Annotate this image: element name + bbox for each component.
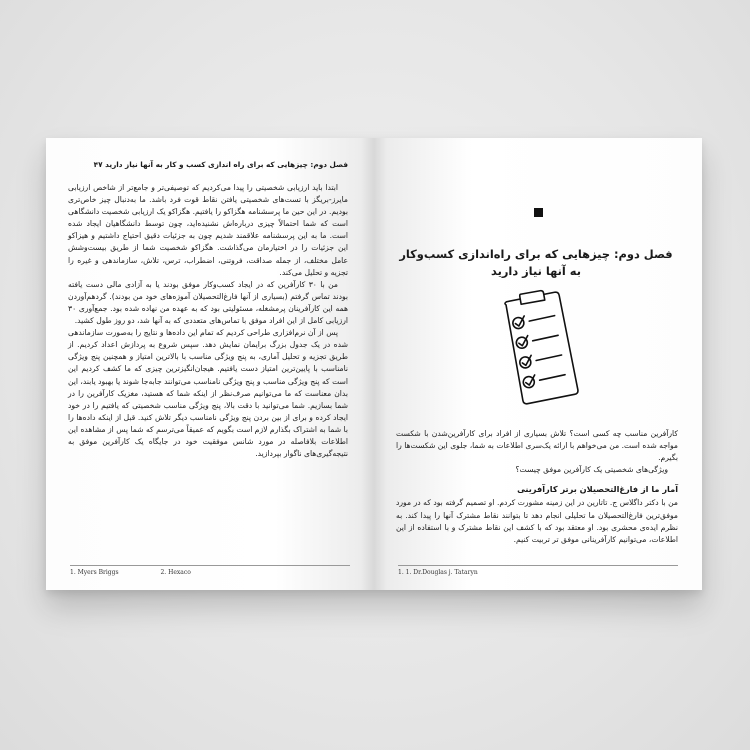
chapter-title-line: فصل دوم: چیزهایی که برای راه‌اندازی کسب‌وکار	[399, 247, 673, 261]
chapter-marker-square	[534, 208, 543, 217]
left-footnotes	[70, 565, 350, 576]
body-paragraph: من با ۳۰ کارآفرین که در ایجاد کسب‌وکار موفق بودند یا به آزادی مالی دست یافته بودند تماس گرفتم (بسیاری از آنها فارغ‌التحصیلان آموزه‌های خود من بودند). گردهم‌آوردن همه این کارآفرینان پرمشغله، مسئولیتی بود که به عهده من نهاده شده بود. جمع‌آوری ۳۰ ارزیابی کامل از این افراد موفق با تماس‌های متعددی که به آنها شد، دو روز طول کشید.	[68, 279, 348, 326]
question-line: ویژگی‌های شخصیتی یک کارآفرین موفق چیست؟	[515, 465, 668, 475]
left-page-body	[68, 182, 348, 460]
body-paragraph: ابتدا باید ارزیابی شخصیتی را پیدا می‌کردیم که توصیفی‌تر و جامع‌تر از شاخص ارزیابی مایرز-بریگز با تست‌های شخصیتی یافتن نقاط قوت فرد باشد. ما به‌دنبال چیز خاص‌تری بودیم. در این حین ما پرسشنامه هگزاکو را یافتیم. هگزاکو یک ارزیابی شخصیت دانشگاهی است که شما احتمالاً چیزی درباره‌اش نشنیده‌اید، چون توسط دانشگاهیان ایجاد شده است. ما به این پرسشنامه علاقمند شدیم چون به جزئیات دقیق احتیاج داشتیم و هیزاکو این جزئیات را در اختیارمان می‌گذاشت. هگزاکو شخصیت شما از طریق بیست‌وشش عامل مختلف، از جمله صداقت، فروتنی، اضطراب، ترس، تلاش، سازماندهی و غیره را تجزیه و تحلیل می‌کند.	[68, 183, 348, 277]
left-page	[46, 138, 374, 590]
footnote: 1. Myers Briggs	[70, 569, 119, 576]
section-heading: آمار ما از فارغ‌التحصیلان برتر کارآفرینی	[517, 484, 678, 495]
checklist-illustration	[492, 288, 584, 408]
section-paragraph: من با دکتر داگلاس ج. تاتارین در این زمینه مشورت کردم. او تصمیم گرفته بود که در مورد موفق‌ترین فارغ‌التحصیلان ما تحلیلی انجام دهد تا بتوانند نقاط مشترک آنها را پیدا کند. به نظرم ایده‌ی محشری بود. او معتقد بود که با کشف این نقاط مشترک و با استفاده از این اطلاعات، می‌توانیم کارآفرینانی موفق تر تربیت کنیم.	[396, 498, 678, 544]
body-paragraph: پس از آن نرم‌افزاری طراحی کردیم که تمام این داده‌ها و نتایج را به‌صورت سازماندهی شده در یک جدول بزرگ برایمان نمایش دهد. سپس شروع به پردازش اعداد کردیم. از طریق تجزیه و تحلیل آماری، به پنج ویژگی مناسب با بالاترین امتیاز و همچنین پنج ویژگی نامناسب با پایین‌ترین امتیاز دست یافتیم. هیجان‌انگیزترین چیزی که ما کشف کردیم این است که پنج ویژگی مناسب و پنج ویژگی نامناسب می‌توانند جابه‌جا شوند یا بهبود یابند، این بدان معناست که ما می‌توانیم صرف‌نظر از اینکه شما که هستید، مغزیک کارآفرین را در شما بسازیم. شما می‌توانید با دقت بالا، پنج ویژگی مناسب شخصیتی که یافتیم را در خود ایجاد کرده و برای از بین بردن پنج ویژگی نامناسب دیگر تلاش کنید. قبل از اینکه داده‌ها را با شما به اشتراک بگذارم لازم است بگویم که عمیقاً می‌ترسم که شما پس از مشاهده این اطلاعات بلافاصله در مورد شانس موفقیت خود در جایگاه یک کارآفرین موفق به نتیجه‌گیری‌های ناگوار بپردازید.	[68, 328, 348, 459]
right-page	[374, 138, 702, 590]
running-head: فصل دوم: چیزهایی که برای راه اندازی کسب و کار به آنها نیاز دارید ۴۷	[93, 160, 348, 169]
right-footnote: 1. 1. Dr.Douglas j. Tataryn	[398, 565, 678, 576]
intro-paragraph: کارآفرین مناسب چه کسی است؟ تلاش بسیاری از افراد برای کارآفرین‌شدن با شکست مواجه شده است. من می‌خواهم با ارائه یک‌سری اطلاعات به شما، جلوی این شکست‌ها را بگیرم.	[396, 429, 678, 463]
footnote: 2. Hexaco	[160, 569, 191, 576]
chapter-title-line: به آنها نیاز دارید	[491, 264, 581, 278]
chapter-title	[390, 246, 682, 280]
right-page-body	[396, 428, 678, 546]
open-book	[46, 138, 702, 590]
